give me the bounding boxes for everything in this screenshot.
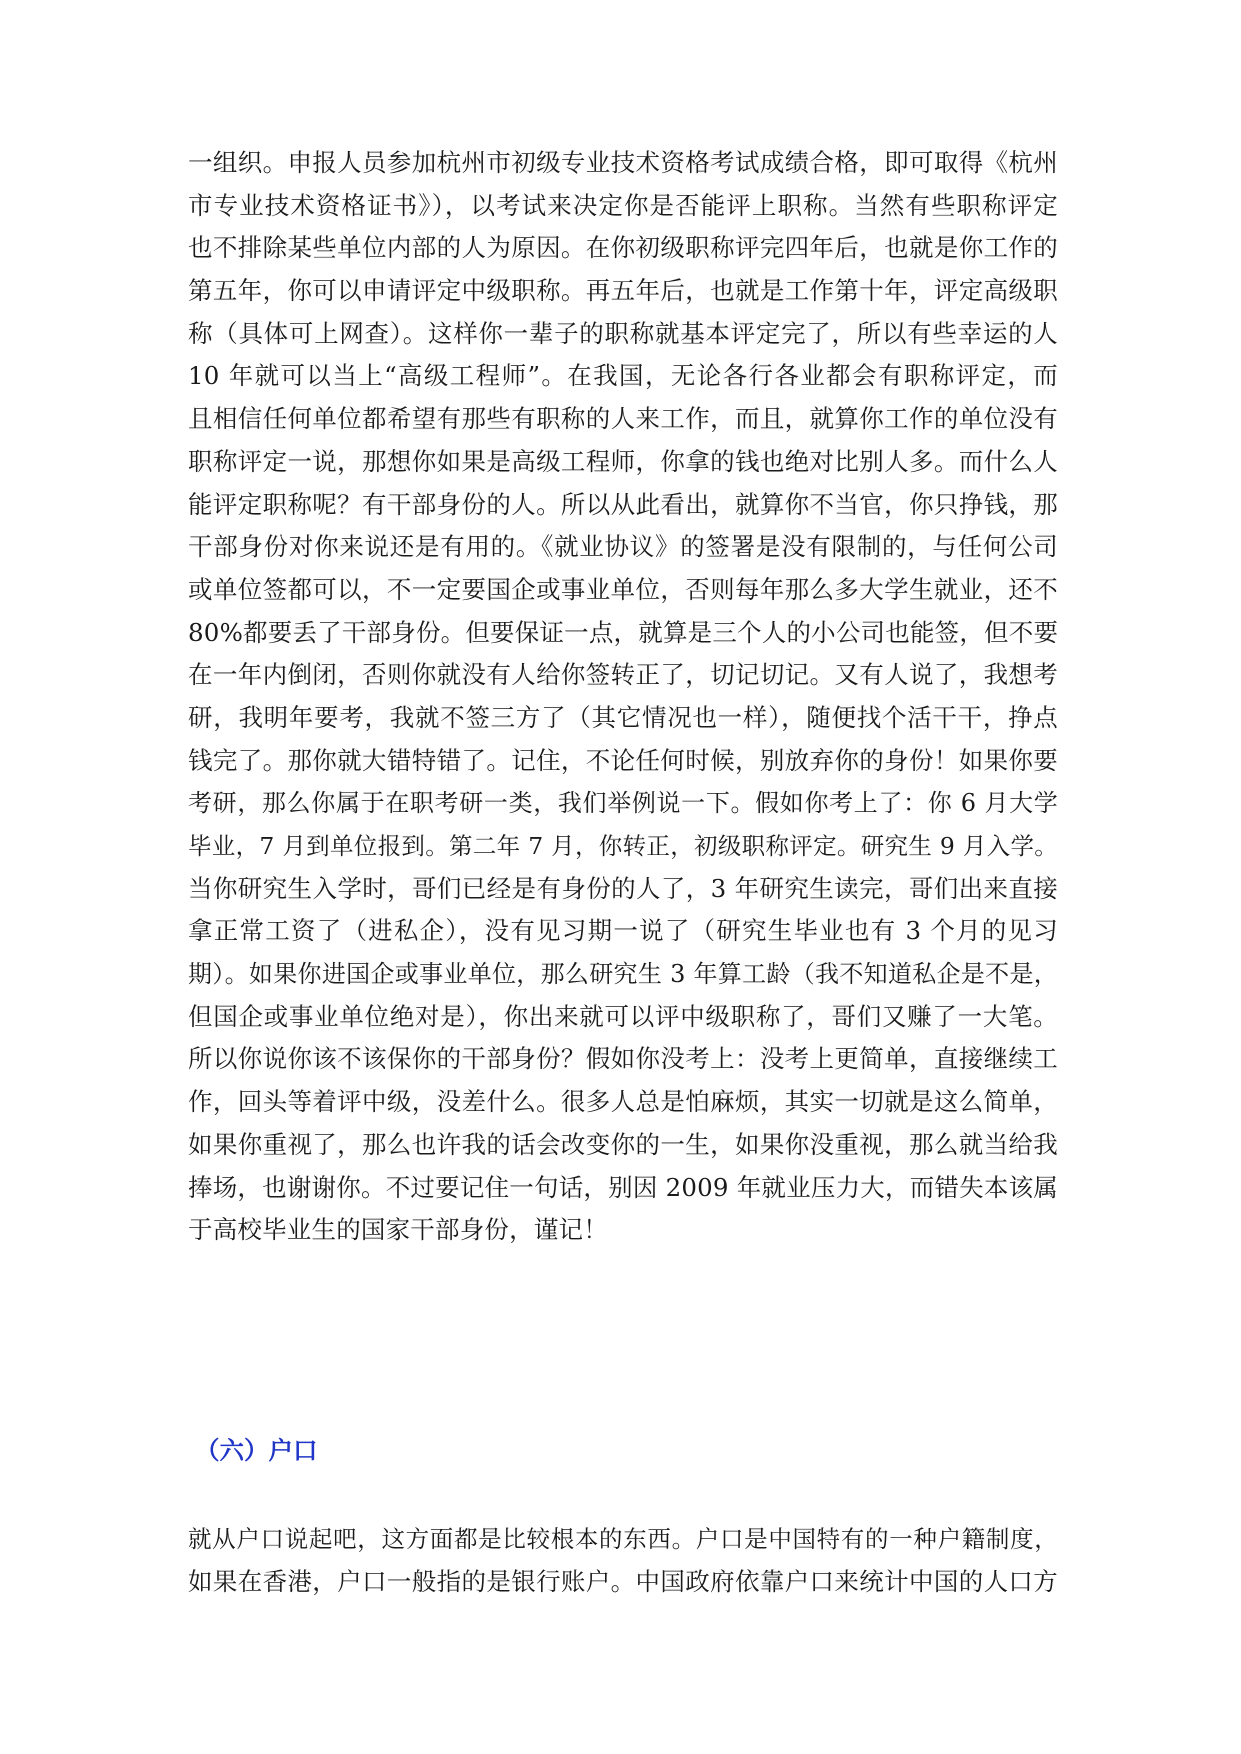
text-line: 但国企或事业单位绝对是），你出来就可以评中级职称了，哥们又赚了一大笔。 — [188, 1001, 1058, 1031]
text-line: 10 年就可以当上“高级工程师”。在我国，无论各行各业都会有职称评定，而 — [188, 361, 1058, 391]
text-line: 考研，那么你属于在职考研一类，我们举例说一下。假如你考上了：你 6 月大学 — [188, 789, 1058, 818]
text-line: 在一年内倒闭，否则你就没有人给你签转正了，切记切记。又有人说了，我想考 — [188, 660, 1058, 690]
text-line: 所以你说你该不该保你的干部身份？假如你没考上：没考上更简单，直接继续工 — [188, 1044, 1058, 1074]
text-line: 或单位签都可以，不一定要国企或事业单位，否则每年那么多大学生就业，还不 — [188, 574, 1058, 604]
text-line: 一组织。申报人员参加杭州市初级专业技术资格考试成绩合格，即可取得《杭州 — [188, 148, 1058, 177]
text-line: 钱完了。那你就大错特错了。记住，不论任何时候，别放弃你的身份！如果你要 — [188, 745, 1058, 775]
text-line: 职称评定一说，那想你如果是高级工程师，你拿的钱也绝对比别人多。而什么人 — [188, 446, 1058, 476]
text-line: 当你研究生入学时，哥们已经是有身份的人了，3 年研究生读完，哥们出来直接 — [188, 873, 1058, 903]
text-line: 期）。如果你进国企或事业单位，那么研究生 3 年算工龄（我不知道私企是不是， — [188, 960, 1058, 989]
text-line: 就从户口说起吧，这方面都是比较根本的东西。户口是中国特有的一种户籍制度， — [188, 1525, 1058, 1553]
text-line: 干部身份对你来说还是有用的。《就业协议》的签署是没有限制的，与任何公司 — [188, 532, 1058, 562]
text-line: 毕业，7 月到单位报到。第二年 7 月，你转正，初级职称评定。研究生 9 月入学。 — [188, 832, 1058, 860]
text-line: 拿正常工资了（进私企），没有见习期一说了（研究生毕业也有 3 个月的见习 — [188, 916, 1058, 946]
text-line: 也不排除某些单位内部的人为原因。在你初级职称评完四年后，也就是你工作的 — [188, 233, 1058, 263]
text-line: 80%都要丢了干部身份。但要保证一点，就算是三个人的小公司也能签，但不要 — [188, 617, 1059, 647]
text-line: 于高校毕业生的国家干部身份，谨记！ — [188, 1215, 608, 1245]
paragraph-hukou — [188, 1518, 1058, 1603]
text-line: 捧场，也谢谢你。不过要记住一句话，别因 2009 年就业压力大，而错失本该属 — [188, 1172, 1058, 1202]
text-line: 称（具体可上网查）。这样你一辈子的职称就基本评定完了，所以有些幸运的人 — [188, 318, 1058, 348]
text-line: 如果你重视了，那么也许我的话会改变你的一生，如果你没重视，那么就当给我 — [188, 1129, 1058, 1159]
text-line: 如果在香港，户口一般指的是银行账户。中国政府依靠户口来统计中国的人口方 — [188, 1566, 1058, 1596]
text-line: 第五年，你可以申请评定中级职称。再五年后，也就是工作第十年，评定高级职 — [188, 276, 1058, 306]
text-line: 能评定职称呢？有干部身份的人。所以从此看出，就算你不当官，你只挣钱，那 — [188, 489, 1058, 519]
paragraph-professional-title — [188, 142, 1058, 1252]
text-line: 市专业技术资格证书》），以考试来决定你是否能评上职称。当然有些职称评定 — [188, 190, 1058, 220]
section-heading-hukou: （六）户口 — [195, 1436, 318, 1465]
text-line: 作，回头等着评中级，没差什么。很多人总是怕麻烦，其实一切就是这么简单， — [188, 1087, 1058, 1117]
text-line: 且相信任何单位都希望有那些有职称的人来工作，而且，就算你工作的单位没有 — [188, 404, 1058, 434]
text-line: 研，我明年要考，我就不签三方了（其它情况也一样），随便找个活干干，挣点 — [188, 702, 1058, 732]
